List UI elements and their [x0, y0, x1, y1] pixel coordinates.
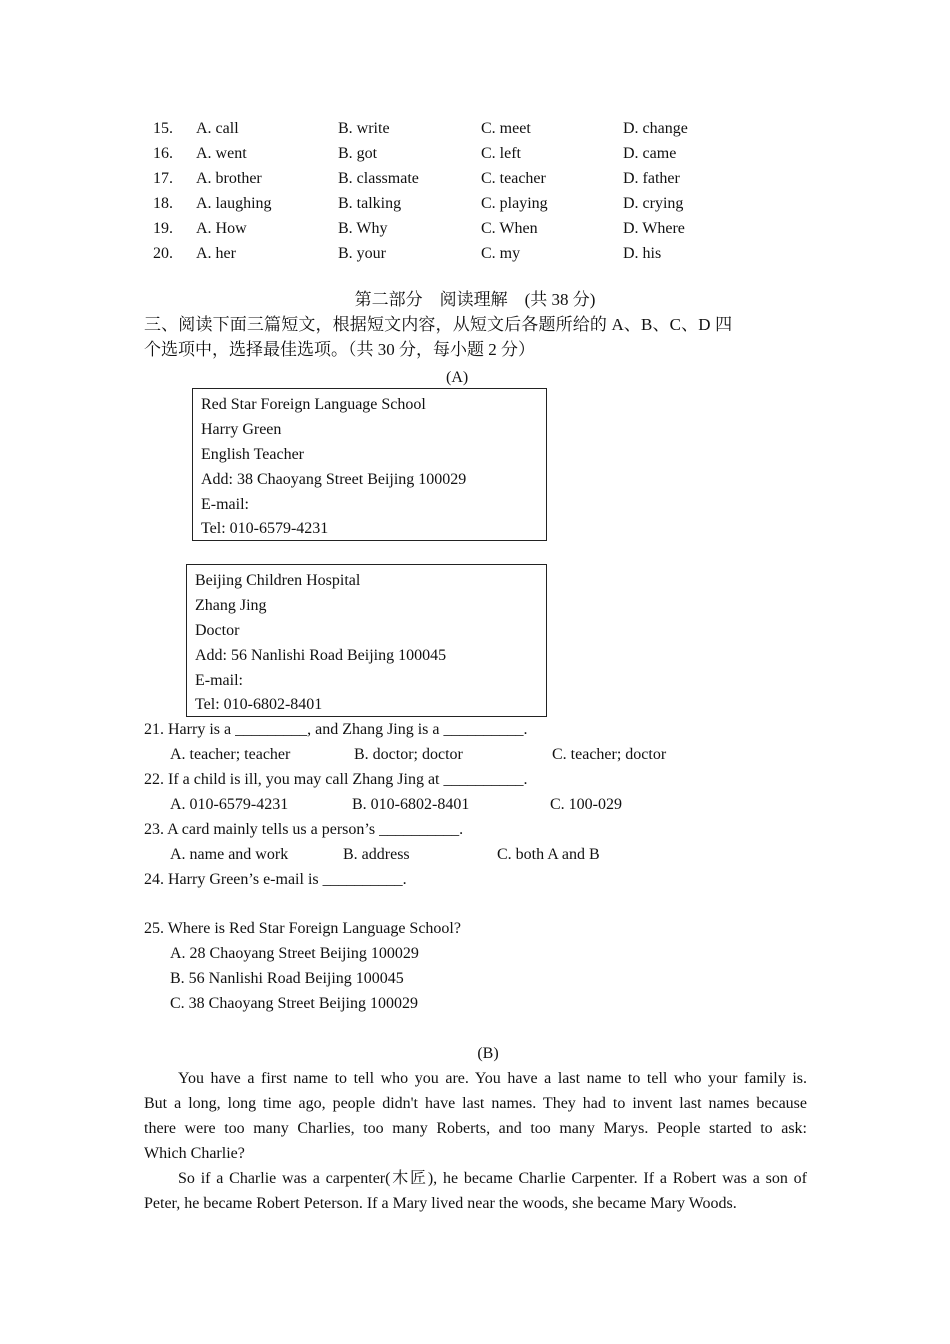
question-25: 25. Where is Red Star Foreign Language School?: [144, 920, 461, 937]
card-line: Tel: 010-6579-4231: [201, 520, 329, 537]
business-card-doctor: [186, 564, 547, 717]
q22-option-b: B. 010-6802-8401: [352, 796, 470, 813]
card-line: Zhang Jing: [195, 597, 267, 614]
option-b: B. your: [338, 245, 386, 262]
option-b: B. Why: [338, 220, 388, 237]
card-line: Beijing Children Hospital: [195, 572, 361, 589]
passage-line: But a long, long time ago, people didn't have last names. They had to invent last names because: [144, 1095, 807, 1112]
passage-paragraph-2: [144, 1166, 807, 1216]
question-number: 20.: [153, 245, 173, 262]
option-c: C. teacher: [481, 170, 546, 187]
question-24: 24. Harry Green’s e-mail is __________.: [144, 871, 407, 888]
question-number: 16.: [153, 145, 173, 162]
passage-line: Peter, he became Robert Peterson. If a Mary lived near the woods, she became Mary Woods.: [144, 1195, 737, 1212]
option-row-18: [0, 196, 950, 216]
q21-option-c: C. teacher; doctor: [552, 746, 667, 763]
passage-line: Which Charlie?: [144, 1145, 245, 1162]
business-card-teacher: [192, 388, 547, 541]
passage-line: there were too many Charlies, too many Roberts, and too many Marys. People started to ask:: [144, 1120, 807, 1137]
option-row-15: [0, 121, 950, 141]
card-line: E-mail:: [195, 672, 243, 689]
passage-line: You have a first name to tell who you are. You have a last name to tell who your family is.: [178, 1070, 807, 1087]
option-d: D. came: [623, 145, 677, 162]
card-line: Harry Green: [201, 421, 282, 438]
instruction-line-1: 三、阅读下面三篇短文，根据短文内容，从短文后各题所给的 A、B、C、D 四: [144, 315, 733, 334]
instruction-line-2: 个选项中，选择最佳选项。（共 30 分，每小题 2 分）: [144, 340, 535, 359]
option-row-16: [0, 146, 950, 166]
q25-option-b: B. 56 Nanlishi Road Beijing 100045: [170, 970, 404, 987]
q22-option-a: A. 010-6579-4231: [170, 796, 289, 813]
option-a: A. went: [196, 145, 247, 162]
question-22: 22. If a child is ill, you may call Zhang Jing at __________.: [144, 771, 528, 788]
option-c: C. playing: [481, 195, 548, 212]
option-c: C. left: [481, 145, 521, 162]
option-d: D. father: [623, 170, 680, 187]
option-c: C. meet: [481, 120, 531, 137]
passage-line: So if a Charlie was a carpenter(木匠), he became Charlie Carpenter. If a Robert was a son of: [178, 1170, 807, 1187]
option-b: B. write: [338, 120, 390, 137]
option-c: C. my: [481, 245, 521, 262]
question-number: 18.: [153, 195, 173, 212]
option-d: D. Where: [623, 220, 685, 237]
question-23: 23. A card mainly tells us a person’s __________.: [144, 821, 464, 838]
card-line: Tel: 010-6802-8401: [195, 696, 323, 713]
q22-option-c: C. 100-029: [550, 796, 622, 813]
option-b: B. classmate: [338, 170, 419, 187]
passage-paragraph-1: [144, 1066, 807, 1166]
q25-option-a: A. 28 Chaoyang Street Beijing 100029: [170, 945, 419, 962]
question-21: 21. Harry is a _________, and Zhang Jing is a __________.: [144, 721, 528, 738]
option-d: D. change: [623, 120, 688, 137]
card-line: English Teacher: [201, 446, 304, 463]
option-row-19: [0, 221, 950, 241]
q23-option-a: A. name and work: [170, 846, 289, 863]
q21-option-b: B. doctor; doctor: [354, 746, 463, 763]
option-a: A. laughing: [196, 195, 272, 212]
option-b: B. got: [338, 145, 378, 162]
card-line: Doctor: [195, 622, 240, 639]
option-a: A. How: [196, 220, 247, 237]
q21-option-a: A. teacher; teacher: [170, 746, 291, 763]
card-line: Add: 38 Chaoyang Street Beijing 100029: [201, 471, 467, 488]
section-a-label: (A): [446, 369, 469, 386]
option-c: C. When: [481, 220, 538, 237]
question-number: 17.: [153, 170, 173, 187]
question-number: 15.: [153, 120, 173, 137]
card-line: E-mail:: [201, 496, 249, 513]
question-number: 19.: [153, 220, 173, 237]
card-line: Add: 56 Nanlishi Road Beijing 100045: [195, 647, 447, 664]
option-b: B. talking: [338, 195, 402, 212]
part-heading: 第二部分 阅读理解 (共 38 分): [354, 290, 596, 309]
option-row-20: [0, 246, 950, 266]
option-d: D. his: [623, 245, 662, 262]
option-a: A. her: [196, 245, 236, 262]
section-b-label: (B): [477, 1045, 499, 1062]
q23-option-b: B. address: [343, 846, 410, 863]
option-a: A. call: [196, 120, 239, 137]
option-d: D. crying: [623, 195, 684, 212]
card-line: Red Star Foreign Language School: [201, 396, 426, 413]
option-row-17: [0, 171, 950, 191]
q23-option-c: C. both A and B: [497, 846, 600, 863]
option-a: A. brother: [196, 170, 262, 187]
q25-option-c: C. 38 Chaoyang Street Beijing 100029: [170, 995, 418, 1012]
